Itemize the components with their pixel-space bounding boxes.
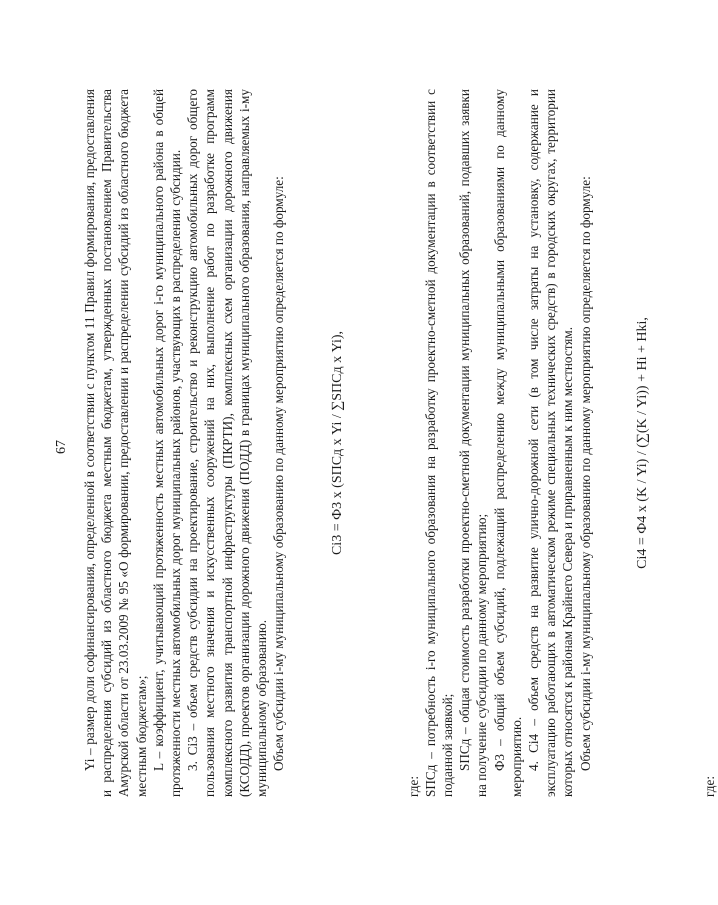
paragraph-l-definition: L – коэффициент, учитывающий протяженность местных автомобильных дорог i-го муниципального района в общей протяженности местных автомобильных дорог муниципальных районов, участвующих в распределении субсидии. [150, 89, 184, 797]
where-label-1: где: [405, 776, 421, 797]
paragraph-ci4-definition: 4. Ci4 – объем средств на развитие улично-дорожной сети (в том числе затраты на установку, содержание и эксплуатацию работающих в автоматическом режиме специальных технических средств) в городских округах, территории которых относятся к районам Крайнего Севера и приравненным к ним местностям. [526, 89, 576, 797]
where-label-2: где: [702, 776, 718, 797]
paragraph-f3-definition: Ф3 – общий объем субсидий, подлежащий распределению между муниципальными образованиями по данному мероприятию. [491, 89, 524, 797]
paragraph-spsd-need: SПСд – потребность i-го муниципального образования на разработку проектно-сметной документации в соответствии с поданной заявкой; [422, 89, 456, 797]
paragraph-yi-definition: Yi – размер доли софинансирования, определенной в соответствии с пунктом 11 Правил формирования, предоставления и распределения субсидий из областного бюджета местным бюджетам, утвержденных постановлением Правительства Амурской области от 23.03.2009 № 95 «О формировании, предоставлении и распределении субсидий из областного бюджета местным бюджетам»; [82, 89, 149, 797]
formula-ci4: Ci4 = Ф4 х (K / Yi) / (∑(K / Yi)) + Hi + Hki, [634, 317, 650, 569]
document-body [81, 89, 718, 797]
paragraph-formula-intro-4: Объем субсидии i-му муниципальному образованию по данному мероприятию определяется по формуле: [577, 176, 593, 771]
paragraph-formula-intro-3: Объем субсидии i-му муниципальному образованию по данному мероприятию определяется по формуле: [271, 176, 287, 771]
formula-ci3: Ci3 = Ф3 х (SПСд х Yi / ∑SПСд х Yi), [330, 330, 346, 556]
paragraph-spsd-total: SПСд – общая стоимость разработки проектно-сметной документации муниципальных образований, подавших заявки на получение субсидии по данному мероприятию; [457, 89, 490, 797]
page-number: 67 [54, 440, 69, 454]
paragraph-ci3-definition: 3. Ci3 – объем средств субсидии на проектирование, строительство и реконструкцию автомобильных дорог общего пользования местного значения и искусственных сооружений на них, выполнение работ по разработке программ комплексного развития транспортной инфраструктуры (ПКРТИ), комплексных схем организации дорожного движения (КСОДД), проектов организации дорожного движения (ПОДД) в границах муниципального образования, направляемых i-му муниципальному образованию. [185, 89, 270, 797]
